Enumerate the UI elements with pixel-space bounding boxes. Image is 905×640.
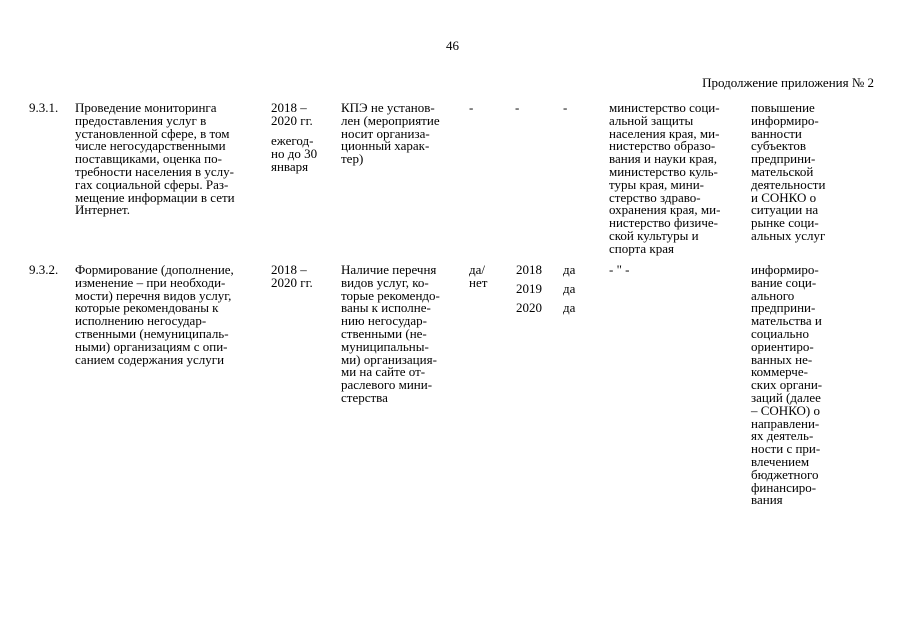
continuation-label: Продолжение приложения № 2 bbox=[702, 75, 874, 90]
target-value: - bbox=[563, 100, 568, 115]
period-text: 2018 – 2020 гг. bbox=[271, 100, 313, 128]
activity-text: Формирование (дополнение, изменение – при необходи- мости) перечня видов услуг, которые рекомендованы к исполнению негосудар- ственными (немуниципаль- ными) организациям с опи- санием содержания услуги bbox=[75, 262, 234, 367]
row-number: 9.3.2. bbox=[29, 262, 59, 277]
executor-text: министерство соци- альной защиты населения края, ми- нистерство образо- вания и науки края, министерство куль- туры края, мини- стерство здраво- охранения края, ми- нистерство физиче- ской культуры и спорта края bbox=[609, 100, 721, 256]
target-value: да bbox=[563, 300, 576, 315]
period-text: 2018 – 2020 гг. bbox=[271, 262, 313, 290]
year-value: 2019 bbox=[516, 281, 542, 296]
year-value: 2020 bbox=[516, 300, 542, 315]
page-number: 46 bbox=[446, 38, 459, 53]
target-value: да bbox=[563, 281, 576, 296]
indicator-text: Наличие перечня видов услуг, ко- торые рекомендо- ваны к исполне- нию негосудар- ственными (не- муниципальны- ми) организация- ми на сайте от- раслевого мини- стерства bbox=[341, 262, 440, 405]
activity-text: Проведение мониторинга предоставления услуг в установленной сфере, в том числе негосударственными поставщиками, оценка по- требности населения в услу- гах социальной сферы. Раз- мещение информации в сети Интернет. bbox=[75, 100, 235, 218]
indicator-text: КПЭ не установ- лен (мероприятие носит организа- ционный харак- тер) bbox=[341, 100, 440, 167]
year-value: 2018 bbox=[516, 262, 542, 277]
unit-text: - bbox=[469, 100, 474, 115]
year-value: - bbox=[515, 100, 520, 115]
target-value: да bbox=[563, 262, 576, 277]
unit-text: да/ нет bbox=[469, 262, 488, 290]
executor-text: - " - bbox=[609, 262, 630, 277]
result-text: информиро- вание соци- ального предприни- мательства и социально ориентиро- ванных не- коммерче- ских органи- заций (далее – СОНКО) о направлени- ях деятель- ности с при- влечением бюджетного финансиро- вания bbox=[751, 262, 823, 508]
result-text: повышение информиро- ванности субъектов предприни- мательской деятельности и СОНКО о ситуации на рынке соци- альных услуг bbox=[751, 100, 826, 243]
row-number: 9.3.1. bbox=[29, 100, 59, 115]
period-note: ежегод- но до 30 января bbox=[271, 133, 318, 174]
